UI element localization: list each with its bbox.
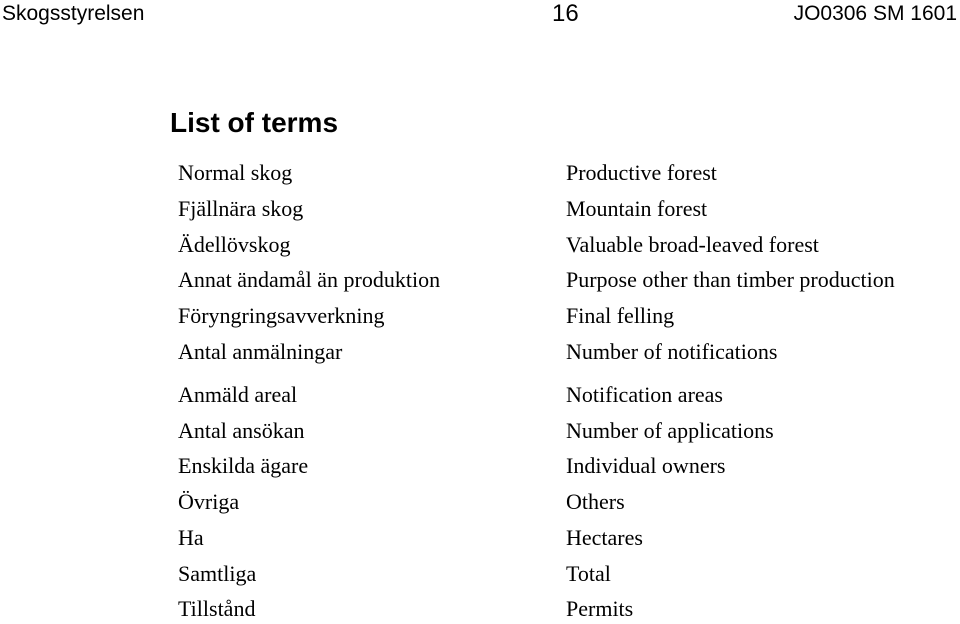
english-term: Number of notifications [566, 339, 778, 364]
english-term: Final felling [566, 303, 675, 328]
term-row [0, 487, 960, 517]
english-term: Hectares [566, 525, 643, 550]
term-row [0, 380, 960, 410]
term-row [0, 416, 960, 446]
english-term: Notification areas [566, 382, 723, 407]
term-row [0, 559, 960, 589]
swedish-term: Övriga [178, 489, 240, 514]
swedish-term: Enskilda ägare [178, 453, 309, 478]
term-row [0, 265, 960, 295]
term-row [0, 158, 960, 188]
document-reference: JO0306 SM 1601 [793, 2, 957, 25]
term-row [0, 594, 960, 624]
term-row [0, 230, 960, 260]
swedish-term: Antal anmälningar [178, 339, 343, 364]
english-term: Number of applications [566, 418, 774, 443]
swedish-term: Fjällnära skog [178, 196, 304, 221]
english-term: Permits [566, 596, 634, 621]
swedish-term: Ädellövskog [178, 232, 291, 257]
page-number: 16 [552, 0, 579, 27]
swedish-term: Tillstånd [178, 596, 256, 621]
swedish-term: Annat ändamål än produktion [178, 267, 441, 292]
page-title: List of terms [170, 107, 339, 138]
english-term: Total [566, 561, 611, 586]
term-row [0, 523, 960, 553]
swedish-term: Ha [178, 525, 204, 550]
swedish-term: Normal skog [178, 160, 293, 185]
english-term: Productive forest [566, 160, 717, 185]
term-row [0, 194, 960, 224]
english-term: Mountain forest [566, 196, 708, 221]
term-row [0, 451, 960, 481]
english-term: Individual owners [566, 453, 726, 478]
swedish-term: Anmäld areal [178, 382, 298, 407]
english-term: Others [566, 489, 625, 514]
swedish-term: Samtliga [178, 561, 257, 586]
term-row [0, 337, 960, 367]
term-row [0, 301, 960, 331]
english-term: Purpose other than timber production [566, 267, 895, 292]
english-term: Valuable broad-leaved forest [566, 232, 819, 257]
swedish-term: Föryngringsavverkning [178, 303, 385, 328]
swedish-term: Antal ansökan [178, 418, 305, 443]
organization-name: Skogsstyrelsen [2, 2, 145, 25]
